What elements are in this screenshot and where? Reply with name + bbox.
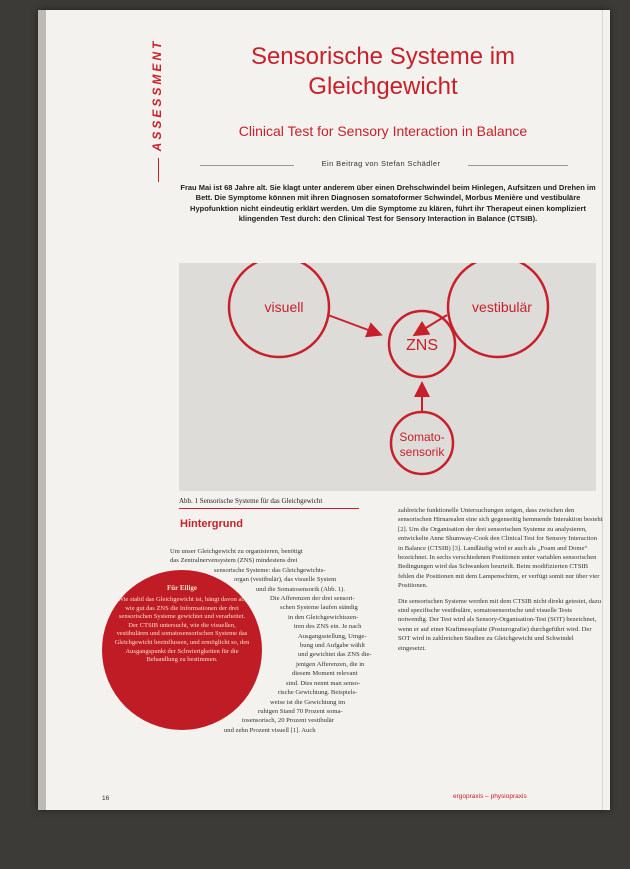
left-line: Um unser Gleichgewicht zu organisieren, benötigt [170, 548, 303, 555]
left-line: tren des ZNS ein. Je nach [294, 623, 362, 631]
node-visuell-label: visuell [264, 299, 304, 315]
left-line: bung und Aufgabe wählt [300, 642, 366, 650]
left-line: rische Gewichtung. Beispiels- [278, 689, 358, 697]
intro-paragraph: Frau Mai ist 68 Jahre alt. Sie klagt unter anderem über einen Drehschwindel beim Hinlegen, Aufsitzen und Drehen im Bett. Die Symptome können mit ihren Diagnosen somatoformer Schwindel, Morbus Menière und vestibuläre Hypofunktion nicht eindeutig erklärt werden. Um die Symptome zu klären, führt ihr Therapeut einen kompliziert klingenden Test durch: den Clinical Test for Sensory Interaction in Balance (CTSIB). [180, 183, 596, 224]
left-line: jenigen Afferenzen, die in [296, 660, 365, 668]
article-title: Sensorische Systeme im Gleichgewicht [250, 43, 516, 100]
sensory-systems-diagram [179, 263, 596, 491]
right-paragraph-2: Die sensorischen Systeme werden mit dem CTSIB nicht direkt getestet, dazu sind spezifische vestibuläre, somatosensorische und visuelle Tests notwendig. Der Test wird als Sensory-Organisation-Test (SOT) bezeichnet, wenn er auf einer Kraftmessplatte (Posturografie) durchgeführt wird. Der SOT wird in zahlreichen Studien zu Gleichgewicht und Schwindel eingesetzt. [398, 597, 602, 652]
callout-circle [102, 570, 262, 730]
figure-caption: Abb. 1 Sensorische Systeme für das Gleichgewicht [179, 497, 323, 505]
left-line: Die Afferenzen der drei sensori- [270, 595, 355, 603]
right-column [398, 506, 603, 659]
left-line: schen Systeme laufen ständig [280, 604, 358, 612]
heading-rule [179, 508, 359, 509]
left-line: sensorische Systeme: das Gleichgewichts- [214, 566, 326, 574]
right-paragraph-1: zahlreiche funktionelle Untersuchungen zeigen, dass zwischen den sensorischen Hirnarealen eine sich gegenseitig hemmende Interaktion besteht [2]. Um die Organisation der drei sensorischen Systeme zu analysieren, entwickelte Anne Shumway-Cook den Clinical Test for Sensory Interaction in Balance (CTSIB) [3]. Landläufig wird er auch als „Foam and Dome“ bezeichnet. In sechs verschiedenen Positionen unter variablen sensorischen Bedingungen wird das Schwanken beurteilt. Beim modifizierten CTSIB fehlen die Positionen mit dem Lampenschirm, er verfügt somit nur über vier Positionen. [398, 507, 603, 590]
left-line: und zehn Prozent visuell [1]. Auch [224, 726, 316, 734]
article-subtitle: Clinical Test for Sensory Interaction in Balance [238, 123, 528, 139]
left-line: tosensorisch, 20 Prozent vestibulär [242, 717, 334, 725]
left-line: Ausgangsstellung, Umge- [298, 632, 367, 640]
left-line: ruhigen Stand 70 Prozent soma- [258, 707, 343, 715]
section-label-text: ASSESSMENT [150, 38, 164, 152]
node-zns-label: ZNS [406, 337, 438, 354]
magazine-page [38, 10, 610, 810]
page-number: 16 [102, 795, 110, 802]
left-line: und die Somatosensorik (Abb. 1). [256, 585, 346, 593]
byline-rule-right [468, 165, 568, 166]
left-line: sind. Dies nennt man senso- [286, 679, 361, 687]
left-line: und gewichtet das ZNS die- [298, 651, 372, 659]
left-line: das Zentralnervensystem (ZNS) mindestens drei [170, 557, 298, 565]
page-right-rule [602, 10, 603, 810]
diagram-svg [179, 263, 596, 491]
node-somato-label-1: Somato- [399, 430, 445, 444]
byline: Ein Beitrag von Stefan Schädler [321, 159, 441, 168]
callout-heading: Für Eilige [166, 584, 197, 592]
section-heading: Hintergrund [180, 518, 243, 530]
left-line: weise ist die Gewichtung im [270, 698, 346, 706]
callout-body: Wie stabil das Gleichgewicht ist, hängt davon ab, wie gut das ZNS die Informationen der drei sensorischen Systeme gewichtet und verarbeitet. Der CTSIB untersucht, wie die visuellen, vestibulären und somatosensorischen Systeme das Gleichgewicht beeinflussen, und ermöglicht so, den Ausgangspunkt der Schwierigkeiten für die Behandlung zu bestimmen. [114, 596, 250, 664]
section-label-line [158, 158, 159, 182]
left-line: diesem Moment relevant [292, 670, 358, 678]
page-edge [38, 10, 46, 810]
node-somato-label-2: sensorik [399, 445, 445, 459]
left-line: in den Gleichgewichtszen- [288, 613, 359, 621]
section-label [145, 30, 165, 180]
byline-rule-left [200, 165, 294, 166]
footer-publication: ergopraxis ‒ physiopraxis [453, 793, 527, 800]
left-line: organ (vestibulär), das visuelle System [234, 576, 337, 584]
node-vestibular-label: vestibulär [472, 299, 532, 315]
arrow-visuell-zns [328, 315, 379, 334]
